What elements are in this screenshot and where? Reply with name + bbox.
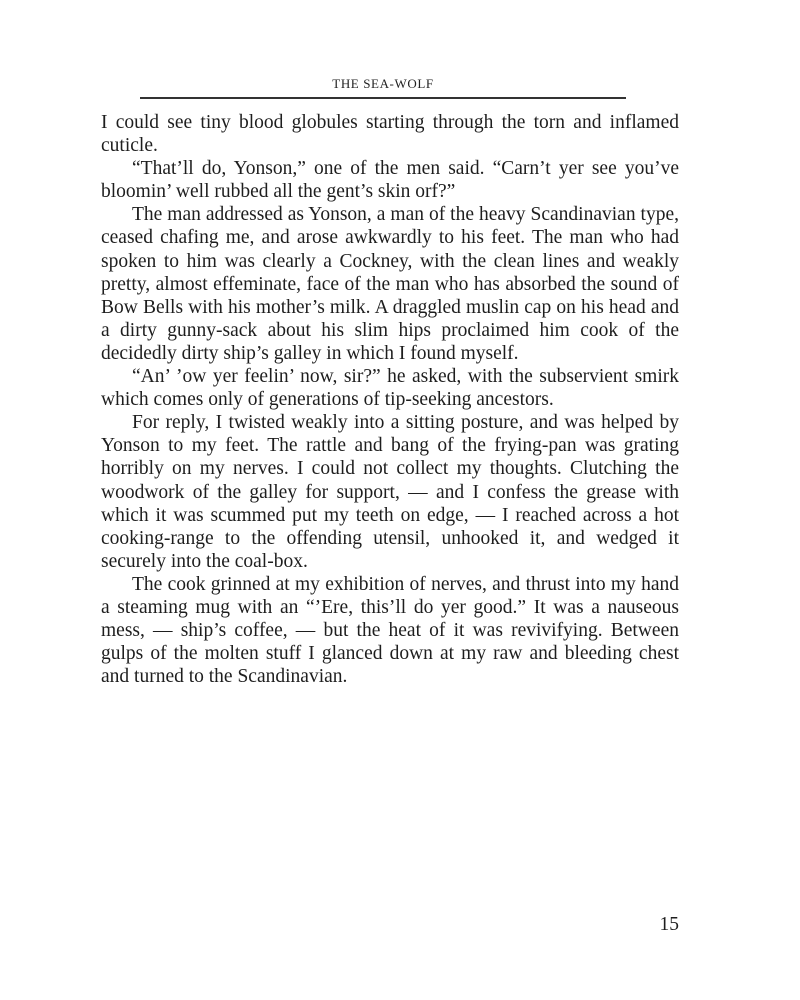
paragraph: “An’ ’ow yer feelin’ now, sir?” he asked, with the subservient smirk which comes only of generations of tip-seeking ancestors. — [101, 366, 679, 411]
paragraph: “That’ll do, Yonson,” one of the men said. “Carn’t yer see you’ve bloomin’ well rubbed all the gent’s skin orf?” — [101, 158, 679, 203]
page-number: 15 — [659, 914, 679, 935]
body-text — [101, 111, 679, 688]
paragraph: The cook grinned at my exhibition of nerves, and thrust into my hand a steaming mug with an “’Ere, this’ll do yer good.” It was a nauseous mess, — ship’s coffee, — but the heat of it was revivifying. Between gulps of the molten stuff I glanced down at my raw and bleeding chest and turned to the Scandinavian. — [101, 573, 679, 688]
paragraph: I could see tiny blood globules starting through the torn and inflamed cuticle. — [101, 112, 679, 157]
running-head: THE SEA-WOLF — [332, 76, 434, 91]
paragraph: The man addressed as Yonson, a man of the heavy Scandinavian type, ceased chafing me, and arose awkwardly to his feet. The man who had spoken to him was clearly a Cockney, with the clean lines and weakly pretty, almost effeminate, face of the man who has absorbed the sound of Bow Bells with his mother’s milk. A draggled muslin cap on his head and a dirty gunny-sack about his slim hips proclaimed him cook of the decidedly dirty ship’s galley in which I found myself. — [101, 204, 679, 364]
header-rule — [140, 97, 626, 99]
paragraph: For reply, I twisted weakly into a sitting posture, and was helped by Yonson to my feet. The rattle and bang of the frying-pan was grating horribly on my nerves. I could not collect my thoughts. Clutching the woodwork of the galley for support, — and I confess the grease with which it was scummed put my teeth on edge, — I reached across a hot cooking-range to the offending utensil, unhooked it, and wedged it securely into the coal-box. — [101, 412, 679, 572]
